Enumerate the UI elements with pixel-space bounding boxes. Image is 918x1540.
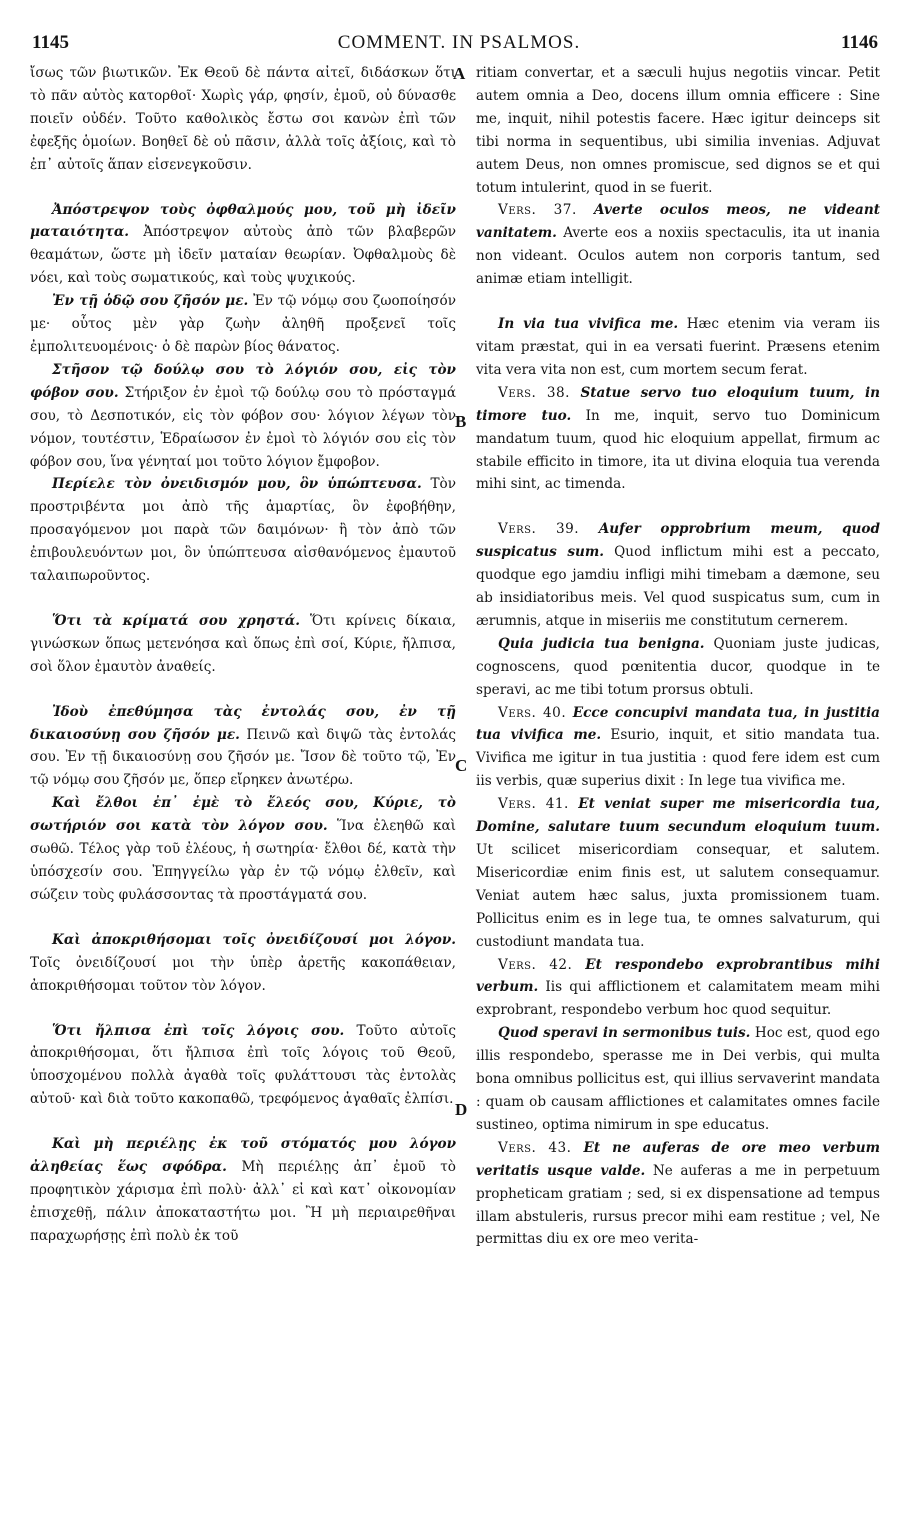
greek-paragraph: Ἰδοὺ ἐπεθύμησα τὰς ἐντολάς σου, ἐν τῇ δικαιοσύνῃ σου ζῆσόν με. Πεινῶ καὶ διψῶ τὰς ἐντολάς σου. Ἐν τῇ δικαιοσύνῃ σου ζῆσόν με. Ἴσον δὲ τοῦτο τῷ, Ἐν τῷ νόμῳ σου ζῆσόν με, ὅπερ εἴρηκεν ἀνωτέρω. xyxy=(30,703,456,789)
latin-paragraph: Quod speravi in sermonibus tuis. Hoc est, quod ego illis respondebo, sperasse me in Dei verbis, qui multa bona omnibus pollicitus est, qui illius servaverint mandata : quam ob causam afflictiones et calamitates omnes facile sustineo, optima nimirum in spe educatus. xyxy=(476,1025,880,1133)
lemma: Καὶ ἀποκριθήσομαι τοῖς ὀνειδίζουσί μοι λόγον. xyxy=(52,931,456,948)
lemma: Ἰδοὺ ἐπεθύμησα τὰς ἐντολάς σου, ἐν τῇ δικαιοσύνῃ σου ζῆσόν με. xyxy=(30,703,456,743)
page-number-right: 1146 xyxy=(841,32,878,53)
latin-column xyxy=(476,62,880,1251)
latin-paragraph: Vers. 39. Aufer opprobrium meum, quod suspicatus sum. Quod inflictum mihi est a peccato, quodque ego jamdiu infligi mihi timebam a dæmone, seu ab insidiatoribus meis. Vel quod suspicatus sum, cum in ærumnis, atque in miseriis me constitutum cernerem. xyxy=(476,521,880,629)
latin-paragraph: ritiam convertar, et a sæculi hujus negotiis vincar. Petit autem omnia a Deo, docens illum omnia efficere : Sine me, inquit, nihil potestis facere. Hæc igitur deinceps sit tibi norma in sequentibus, ubi similia invenias. Adjuvat autem Deus, non omnes promiscue, sed dignos se et qui totum intulerint, quod in se fuerit. xyxy=(476,65,880,196)
lemma: Aufer opprobrium meum, quod suspicatus sum. xyxy=(476,521,880,561)
latin-paragraph: Quia judicia tua benigna. Quoniam juste judicas, cognoscens, quod pœnitentia ducor, quodque in te speravi, ac me tibi totum prorsus obtuli. xyxy=(476,635,880,698)
running-title: COMMENT. IN PSALMOS. xyxy=(337,32,581,53)
latin-paragraph: Vers. 41. Et veniat super me misericordia tua, Domine, salutare tuum secundum eloquium tuum. Ut scilicet misericordiam consequar, et salutem. Misericordiæ enim finis est, ut salutem consequamur. Veniat autem hæc salus, juxta promissionem tuam. Pollicitus enim es in lege tua, te omnes salvaturum, qui custodiunt mandata tua. xyxy=(476,796,880,950)
lemma: Ἀπόστρεψον τοὺς ὀφθαλμούς μου, τοῦ μὴ ἰδεῖν ματαιότητα. xyxy=(30,201,456,241)
page-header xyxy=(0,22,918,56)
lemma: Ἐν τῇ ὁδῷ σου ζῆσόν με. xyxy=(52,293,249,310)
lemma: In via tua vivifica me. xyxy=(498,316,679,333)
verse-number: Vers. 39. xyxy=(498,521,580,538)
lemma: Ὅτι τὰ κρίματά σου χρηστά. xyxy=(52,612,300,629)
latin-paragraph: In via tua vivifica me. Hæc etenim via veram iis vitam præstat, qui in ea versati fuerint. Præsens etenim vita vera vita non est, cum mortem secum ferat. xyxy=(476,316,880,378)
lemma: Καὶ μὴ περιέλῃς ἐκ τοῦ στόματός μου λόγον ἀληθείας ἕως σφόδρα. xyxy=(30,1136,456,1176)
greek-paragraph: Ἀπόστρεψον τοὺς ὀφθαλμούς μου, τοῦ μὴ ἰδεῖν ματαιότητα. Ἀπόστρεψον αὐτοὺς ἀπὸ τῶν βλαβερῶν θεαμάτων, ὥστε μὴ ἰδεῖν ματαίαν θεωρίαν. Ὀφθαλμοὺς δὲ νόει, καὶ τοὺς σωματικούς, καὶ τοὺς ψυχικούς. xyxy=(30,201,456,287)
greek-paragraph: Στῆσον τῷ δούλῳ σου τὸ λόγιόν σου, εἰς τὸν φόβον σου. Στήριξον ἐν ἐμοὶ τῷ δούλῳ σου τὸ πρόσταγμά σου, τὸ Δεσποτικόν, εἰς τὸν φόβον σου· λόγιον λέγων τὸν νόμον, τουτέστιν, Ἑδραίωσον ἐν ἐμοὶ τὸ λόγιόν σου εἰς τὸν φόβον σου, ἵνα γένηταί μοι τοῦτο λόγιον ἔμφοβον. xyxy=(30,361,456,470)
greek-paragraph: Καὶ ἀποκριθήσομαι τοῖς ὀνειδίζουσί μοι λόγον. Τοῖς ὀνειδίζουσί μοι τὴν ὑπὲρ ἀρετῆς κακοπάθειαν, ἀποκριθήσομαι τοῦτον τὸν λόγον. xyxy=(30,931,456,994)
lemma: Et ne auferas de ore meo verbum veritatis usque valde. xyxy=(476,1139,880,1179)
lemma: Στῆσον τῷ δούλῳ σου τὸ λόγιόν σου, εἰς τὸν φόβον σου. xyxy=(30,361,456,401)
lemma: Averte oculos meos, ne videant vanitatem. xyxy=(476,202,880,242)
page-number-left: 1145 xyxy=(32,32,69,53)
greek-column xyxy=(30,62,456,1248)
latin-paragraph: Vers. 37. Averte oculos meos, ne videant vanitatem. Averte eos a noxiis spectaculis, ita ut inania non videant. Oculos autem non corporis tantum, sed animæ etiam intelligit. xyxy=(476,202,880,288)
lemma: Statue servo tuo eloquium tuum, in timore tuo. xyxy=(476,384,880,424)
lemma: Ecce concupivi mandata tua, in justitia tua vivifica me. xyxy=(476,704,880,744)
margin-letter-d: D xyxy=(455,1100,468,1119)
verse-number: Vers. 41. xyxy=(498,796,569,813)
greek-paragraph: ἴσως τῶν βιωτικῶν. Ἐκ Θεοῦ δὲ πάντα αἰτεῖ, διδάσκων ὅτι τὸ πᾶν αὐτὸς κατορθοῖ· Χωρὶς γάρ, φησίν, ἐμοῦ, οὐ δύνασθε ποιεῖν οὐδέν. Τοῦτο καθολικὸς ἔστω σοι κανὼν ἐπὶ τῶν ἐφεξῆς ὁμοίων. Βοηθεῖ δὲ οὐ πᾶσιν, ἀλλὰ τοῖς ἀξίοις, καὶ τὸ ἐπ᾽ αὐτοῖς ἅπαν εἰσενεγκοῦσιν. xyxy=(30,65,456,173)
lemma: Quod speravi in sermonibus tuis. xyxy=(498,1025,751,1042)
greek-paragraph: Καὶ ἔλθοι ἐπ᾽ ἐμὲ τὸ ἔλεός σου, Κύριε, τὸ σωτήριόν σοι κατὰ τὸν λόγον σου. Ἵνα ἐλεηθῶ καὶ σωθῶ. Τέλος γὰρ τοῦ ἐλέους, ἡ σωτηρία· ἔλθοι δέ, κατὰ τὴν ὑπόσχεσίν σου. Ἐπηγγείλω γὰρ ἐν τῷ νόμῳ ἐλθεῖν, καὶ σώζειν τοὺς φυλάσσοντας τὰ προστάγματά σου. xyxy=(30,795,457,903)
lemma: Καὶ ἔλθοι ἐπ᾽ ἐμὲ τὸ ἔλεός σου, Κύριε, τὸ σωτήριόν σοι κατὰ τὸν λόγον σου. xyxy=(30,795,456,835)
verse-number: Vers. 37. xyxy=(498,202,577,219)
latin-paragraph: Vers. 42. Et respondebo exprobrantibus mihi verbum. Iis qui afflictionem et calamitatem meam mihi exprobrant, respondebo verbum hoc quod sequitur. xyxy=(476,956,880,1019)
greek-paragraph: Ἐν τῇ ὁδῷ σου ζῆσόν με. Ἐν τῷ νόμῳ σου ζωοποίησόν με· οὗτος μὲν γὰρ ζωὴν ἀληθῆ προξενεῖ τοῖς ἐμπολιτευομένοις· ὁ δὲ παρὼν βίος θάνατος. xyxy=(30,293,456,355)
verse-number: Vers. 43. xyxy=(498,1139,572,1156)
lemma: Et respondebo exprobrantibus mihi verbum. xyxy=(476,956,880,996)
greek-paragraph: Περίελε τὸν ὀνειδισμόν μου, ὃν ὑπώπτευσα. Τὸν προστριβέντα μοι ἀπὸ τῆς ἁμαρτίας, ὃν ἐφοβήθην, προσαγόμενον μοι παρὰ τῶν δαιμόνων· ἢ τὸν ἀπὸ τῶν ἐπιβουλευόντων μοι, ὃν ὑπώπτευσα αἰσθανόμενος ἐμαυτοῦ ταλαιπωροῦντος. xyxy=(30,476,456,585)
margin-letter-b: B xyxy=(455,412,467,431)
lemma: Ὅτι ἤλπισα ἐπὶ τοῖς λόγοις σου. xyxy=(52,1022,345,1039)
latin-paragraph: Vers. 40. Ecce concupivi mandata tua, in justitia tua vivifica me. Esurio, inquit, et sitio mandata tua. Vivifica me igitur in tua justitia : quod fere idem est cum iis verbis, quæ superius dixit : In lege tua vivifica me. xyxy=(476,704,880,790)
lemma: Περίελε τὸν ὀνειδισμόν μου, ὃν ὑπώπτευσα. xyxy=(52,476,422,493)
lemma: Quia judicia tua benigna. xyxy=(498,635,705,652)
greek-paragraph: Ὅτι τὰ κρίματά σου χρηστά. Ὅτι κρίνεις δίκαια, γινώσκων ὅπως μετενόησα καὶ ὅπως ἐπὶ σοί, Κύριε, ἤλπισα, σοὶ ὅλον ἐμαυτὸν ἀναθείς. xyxy=(30,612,456,675)
greek-paragraph: Καὶ μὴ περιέλῃς ἐκ τοῦ στόματός μου λόγον ἀληθείας ἕως σφόδρα. Μὴ περιέλῃς ἀπ᾽ ἐμοῦ τὸ προφητικὸν χάρισμα ἐπὶ πολὺ· ἀλλ᾽ εἰ καὶ κατ᾽ οἰκονομίαν ἐπισχεθῇ, πάλιν ἀποκαταστήτω μοι. Ἢ μὴ περιαιρεθῆναι παραχωρήσῃς ἐπὶ πολὺ ἐκ τοῦ xyxy=(30,1136,456,1244)
lemma: Et veniat super me misericordia tua, Domine, salutare tuum secundum eloquium tuum. xyxy=(476,796,880,836)
greek-paragraph: Ὅτι ἤλπισα ἐπὶ τοῖς λόγοις σου. Τοῦτο αὐτοῖς ἀποκριθήσομαι, ὅτι ἤλπισα ἐπὶ τοῖς λόγοις τοῦ Θεοῦ, ὑποσχομένου πολλὰ ἀγαθὰ τοῖς φυλάττουσι τὰς ἐντολὰς αὐτοῦ· καὶ διὰ τοῦτο κακοπαθῶ, τρεφόμενος ἀγαθαῖς ἐλπίσι. xyxy=(30,1022,456,1108)
verse-number: Vers. 42. xyxy=(498,956,573,973)
latin-paragraph: Vers. 43. Et ne auferas de ore meo verbum veritatis usque valde. Ne auferas a me in perpetuum propheticam gratiam ; sed, si ex dispensatione ad tempus illam abstuleris, rursus precor mihi eam restitue ; vel, Ne permittas diu ex ore meo verita- xyxy=(476,1139,880,1248)
latin-paragraph: Vers. 38. Statue servo tuo eloquium tuum, in timore tuo. In me, inquit, servo tuo Dominicum mandatum tuum, quod hic eloquium appellat, firmum ac stabile efficito in timore, ita ut divina eloquia tua verenda mihi sint, ac timenda. xyxy=(476,384,880,493)
margin-letter-a: A xyxy=(453,64,466,83)
verse-number: Vers. 38. xyxy=(498,384,570,401)
verse-number: Vers. 40. xyxy=(498,704,567,721)
margin-letter-c: C xyxy=(455,756,468,775)
